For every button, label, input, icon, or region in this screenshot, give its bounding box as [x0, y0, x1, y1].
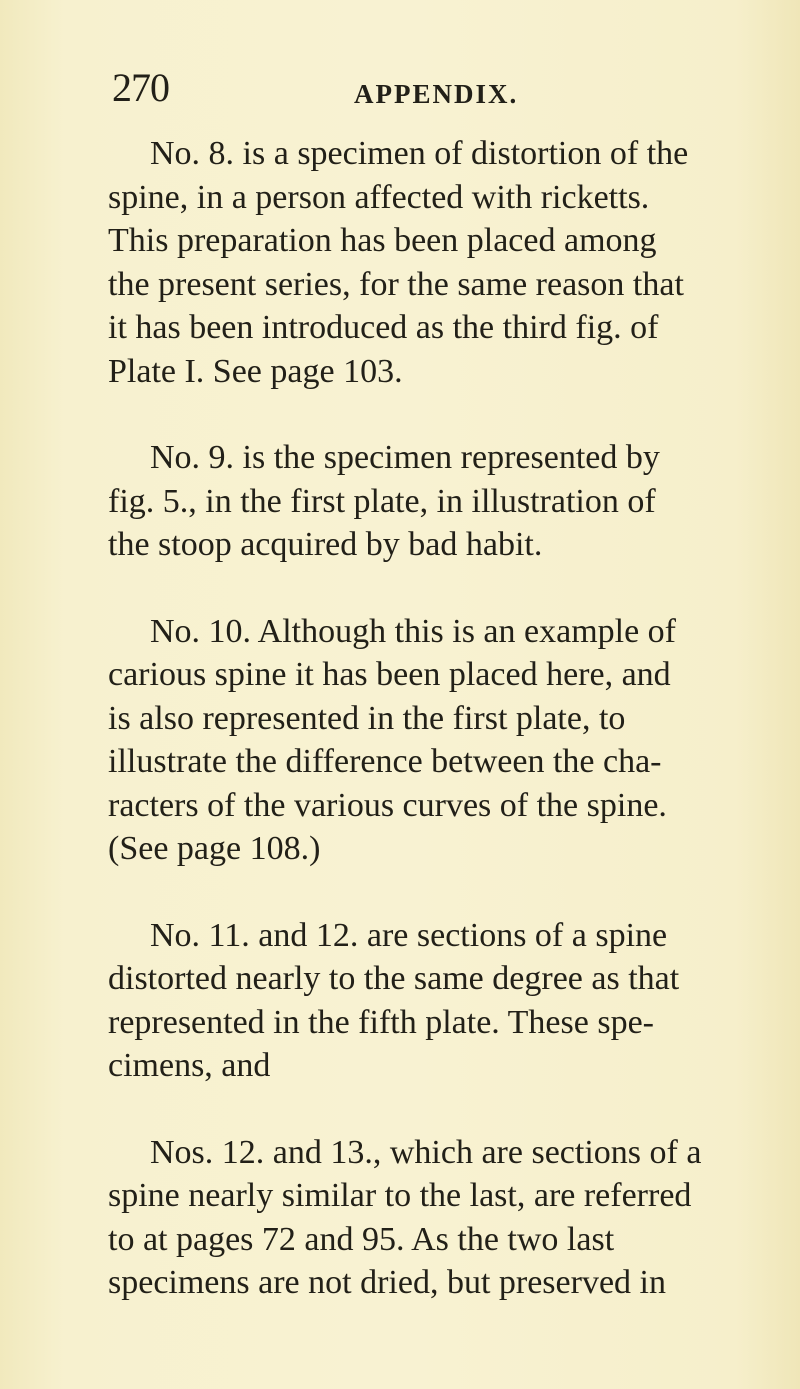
- text-line: distorted nearly to the same degree as that: [108, 960, 680, 997]
- text-line: cimens, and: [108, 1047, 271, 1084]
- text-line: spine, in a person affected with ricketts.: [108, 178, 650, 216]
- text-line: the stoop acquired by bad habit.: [108, 526, 543, 563]
- text-line: it has been introduced as the third fig. of: [108, 309, 659, 346]
- text-line: specimens are not dried, but preserved in: [108, 1264, 666, 1301]
- running-head: APPENDIX.: [354, 79, 519, 109]
- text-line: racters of the various curves of the spine.: [108, 786, 667, 824]
- page-header: [0, 66, 800, 116]
- text-line: illustrate the difference between the cha-: [108, 743, 662, 780]
- text-line: No. 8. is a specimen of distortion of the: [150, 135, 689, 172]
- text-line: Nos. 12. and 13., which are sections of a: [150, 1133, 702, 1171]
- text-line: fig. 5., in the first plate, in illustration of: [108, 482, 656, 520]
- paragraph-no-10: [108, 610, 742, 871]
- text-line: the present series, for the same reason that: [108, 265, 684, 303]
- text-line: to at pages 72 and 95. As the two last: [108, 1220, 615, 1258]
- page-number: 270: [112, 65, 169, 110]
- text-line: (See page 108.): [108, 830, 321, 867]
- paragraph-nos-12-13: [108, 1131, 742, 1305]
- text-line: carious spine it has been placed here, and: [108, 656, 671, 693]
- text-line: No. 11. and 12. are sections of a spine: [150, 916, 668, 954]
- paragraph-no-9: [108, 436, 742, 567]
- text-line: spine nearly similar to the last, are referred: [108, 1177, 692, 1214]
- paragraph-no-8: [108, 132, 742, 393]
- text-line: Plate I. See page 103.: [108, 352, 403, 390]
- text-line: This preparation has been placed among: [108, 222, 657, 259]
- page-body: [108, 132, 742, 1348]
- paragraph-no-11-12: [108, 914, 742, 1088]
- text-line: No. 9. is the specimen represented by: [150, 439, 660, 476]
- text-line: is also represented in the first plate, to: [108, 699, 626, 737]
- text-line: No. 10. Although this is an example of: [150, 612, 677, 650]
- text-line: represented in the fifth plate. These spe-: [108, 1003, 654, 1041]
